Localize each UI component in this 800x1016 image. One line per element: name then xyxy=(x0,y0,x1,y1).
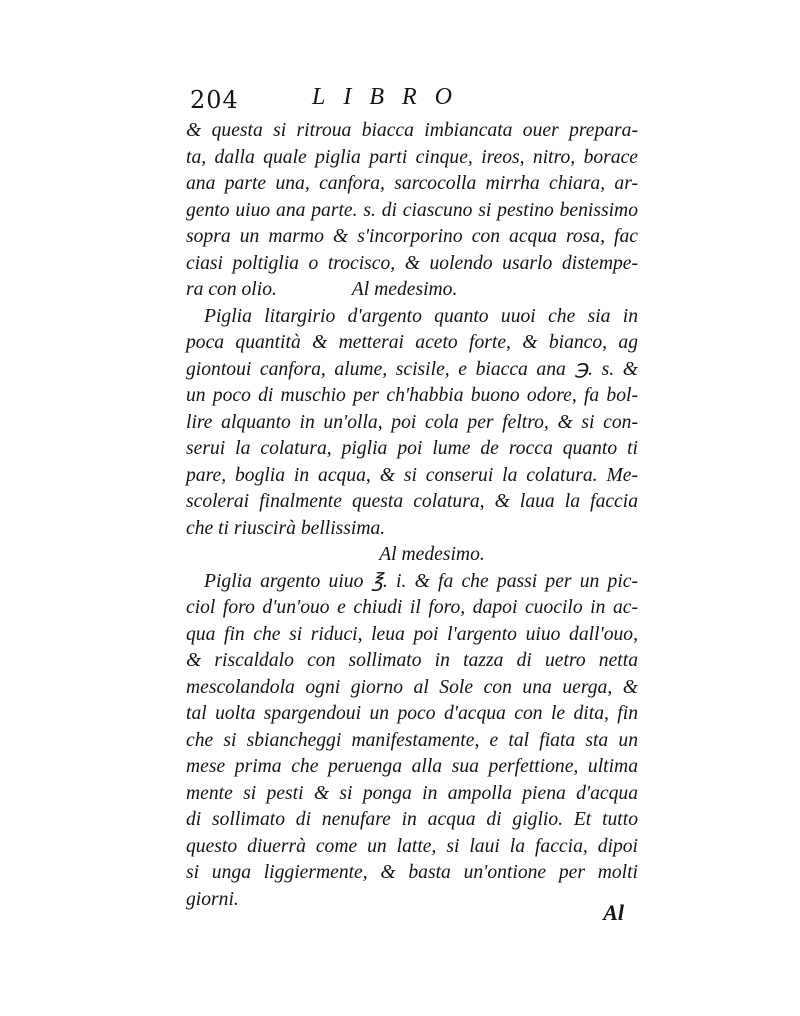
running-head: LIBRO xyxy=(312,84,470,110)
text-line: di sollimato di nenufare in acqua di giglio. Et tutto xyxy=(186,809,638,830)
text-line: Piglia argento uiuo ℥. i. & fa che passi per un pic- xyxy=(204,570,638,592)
text-line: lire alquanto in un'olla, poi cola per feltro, & si con- xyxy=(186,411,638,433)
page-header xyxy=(190,80,630,120)
section-heading: Al medesimo. xyxy=(379,544,485,565)
page-number: 204 xyxy=(190,86,239,114)
text-line: tal uolta spargendoui un poco d'acqua con le dita, fin xyxy=(186,703,638,724)
text-line: mente si pesti & si ponga in ampolla piena d'acqua xyxy=(186,782,638,804)
text-line-with-heading xyxy=(186,277,638,304)
text-line: ana parte una, canfora, sarcocolla mirrha chiara, ar- xyxy=(186,173,638,194)
body-text xyxy=(186,118,638,913)
text-line: ciol foro d'un'ouo e chiudi il foro, dapoi cuocilo in ac- xyxy=(186,597,638,618)
text-line: poca quantità & metterai aceto forte, & bianco, ag xyxy=(186,332,638,353)
text-line: si unga liggiermente, & basta un'ontione per molti xyxy=(186,862,638,883)
text-line: che ti riuscirà bellissima. xyxy=(186,517,386,539)
text-line: qua fin che si riduci, leua poi l'argento uiuo dall'ouo, xyxy=(186,623,638,645)
text-line: ta, dalla quale piglia parti cinque, ireos, nitro, borace xyxy=(186,146,638,168)
text-line: giontoui canfora, alume, scisile, e biacca ana ℈. s. & xyxy=(186,358,638,380)
text-line: & riscaldalo con sollimato in tazza di uetro netta xyxy=(186,650,638,671)
text-line: questo diuerrà come un latte, si laui la faccia, dipoi xyxy=(186,835,638,857)
text-line: mescolandola ogni giorno al Sole con una uerga, & xyxy=(186,676,638,698)
text-line: ra con olio. xyxy=(186,279,277,300)
text-line: gento uiuo ana parte. s. di ciascuno si pestino benissimo xyxy=(186,199,638,221)
text-line: pare, boglia in acqua, & si conserui la colatura. Me- xyxy=(186,464,638,486)
text-line: un poco di muschio per ch'habbia buono odore, fa bol- xyxy=(186,385,638,406)
text-line: sopra un marmo & s'incorporino con acqua rosa, fac xyxy=(186,226,638,247)
text-line: che si sbiancheggi manifestamente, e tal fiata sta un xyxy=(186,729,638,751)
text-line: Piglia litargirio d'argento quanto uuoi che sia in xyxy=(204,305,638,327)
text-line: ciasi poltiglia o trocisco, & uolendo usarlo distempe- xyxy=(186,252,638,274)
text-line: serui la colatura, piglia poi lume de rocca quanto ti xyxy=(186,438,638,459)
text-line: mese prima che peruenga alla sua perfettione, ultima xyxy=(186,756,638,777)
section-heading: Al medesimo. xyxy=(351,279,458,300)
text-line: & questa si ritroua biacca imbiancata ouer prepara- xyxy=(186,120,638,141)
text-line: giorni. xyxy=(186,888,239,910)
catchword: Al xyxy=(603,900,624,925)
text-line: scolerai finalmente questa colatura, & laua la faccia xyxy=(186,491,638,512)
